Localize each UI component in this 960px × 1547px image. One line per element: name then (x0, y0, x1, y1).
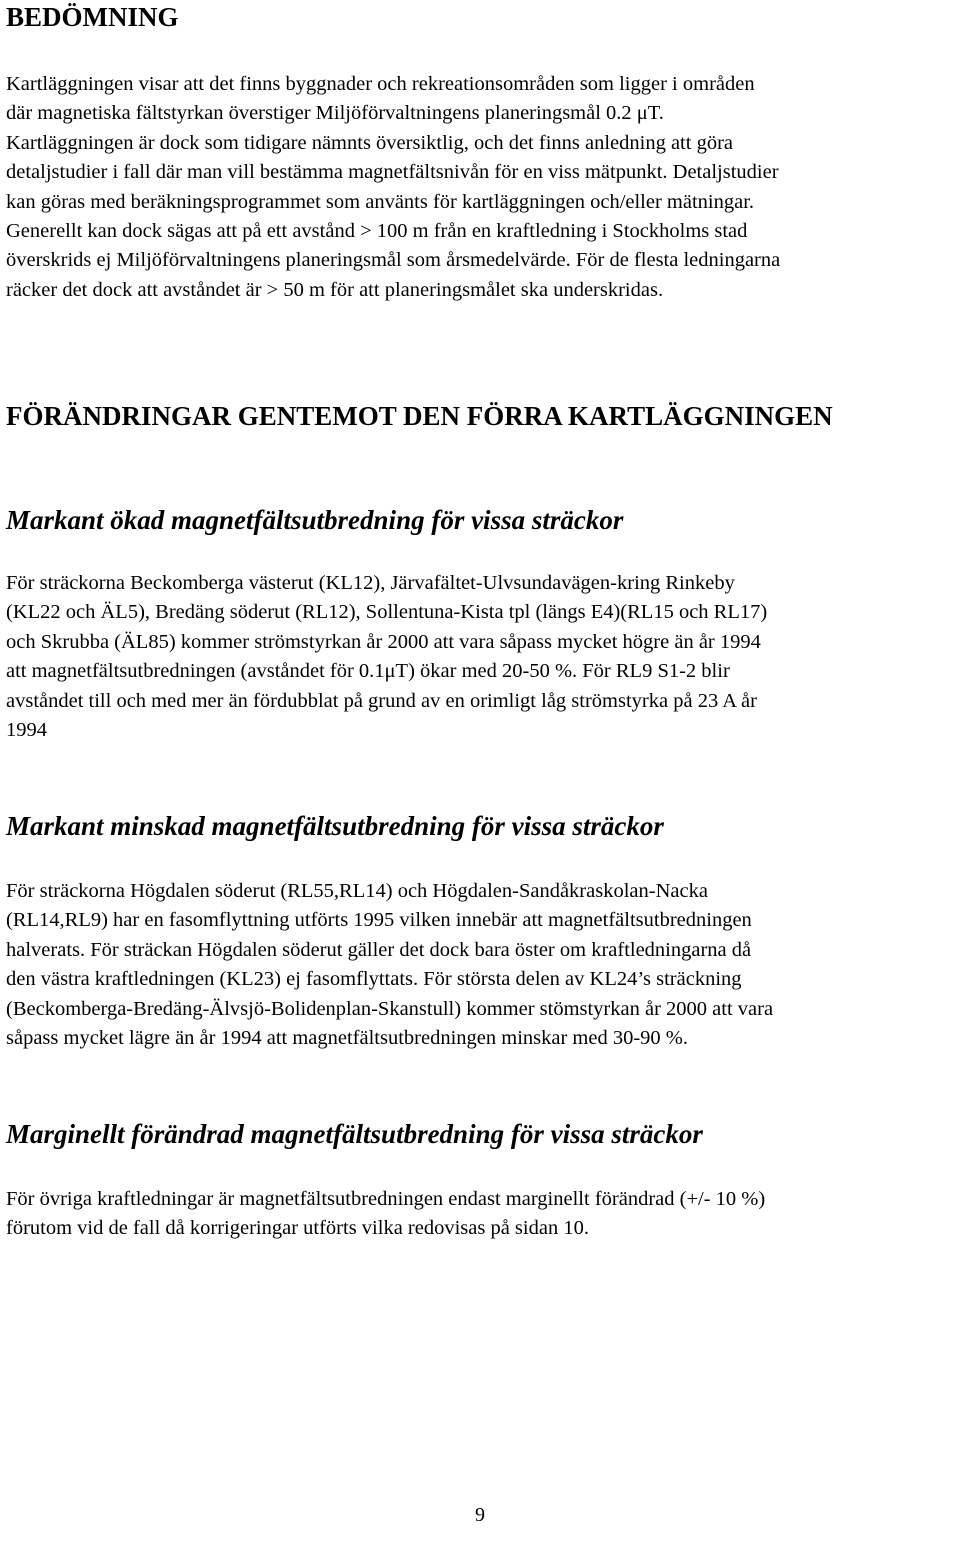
text-line: halverats. För sträckan Högdalen söderut gäller det dock bara öster om kraftledningarna då (6, 938, 752, 961)
text-line: förutom vid de fall då korrigeringar utförts vilka redovisas på sidan 10. (6, 1217, 589, 1240)
text-line: där magnetiska fältstyrkan överstiger Miljöförvaltningens planeringsmål 0.2 μT. (6, 102, 664, 125)
text-line: För sträckorna Högdalen söderut (RL55,RL14) och Högdalen-Sandåkraskolan-Nacka (6, 880, 708, 902)
text-line: att magnetfältsutbredningen (avståndet för 0.1μT) ökar med 20-50 %. För RL9 S1-2 blir (6, 660, 730, 683)
paragraph-marginellt (6, 1185, 765, 1244)
paragraph-bedomning (6, 70, 780, 305)
subsection-heading-minskad: Markant minskad magnetfältsutbredning för vissa sträckor (6, 811, 664, 841)
paragraph-okad (6, 569, 767, 745)
subsection-heading-okad: Markant ökad magnetfältsutbredning för vissa sträckor (6, 505, 624, 535)
text-line: (Beckomberga-Bredäng-Älvsjö-Bolidenplan-Skanstull) kommer stömstyrkan år 2000 att vara (6, 997, 774, 1020)
section-heading-bedomning: BEDÖMNING (6, 2, 179, 32)
text-line: och Skrubba (ÄL85) kommer strömstyrkan år 2000 att vara såpass mycket högre än år 1994 (6, 630, 761, 653)
paragraph-minskad (6, 877, 773, 1053)
text-line: För sträckorna Beckomberga västerut (KL12), Järvafältet-Ulvsundavägen-kring Rinkeby (6, 572, 735, 594)
section-heading-forandringar: FÖRÄNDRINGAR GENTEMOT DEN FÖRRA KARTLÄGGNINGEN (6, 401, 833, 431)
text-line: Generellt kan dock sägas att på ett avstånd > 100 m från en kraftledning i Stockholms stad (6, 220, 748, 243)
text-line: Kartläggningen är dock som tidigare nämnts översiktlig, och det finns anledning att göra (6, 131, 733, 154)
text-line: kan göras med beräkningsprogrammet som använts för kartläggningen och/eller mätningar. (6, 190, 755, 213)
text-line: detaljstudier i fall där man vill bestämma magnetfältsnivån för en viss mätpunkt. Detaljstudier (6, 161, 779, 184)
subsection-heading-marginellt: Marginellt förändrad magnetfältsutbredning för vissa sträckor (6, 1119, 703, 1149)
text-line: avståndet till och med mer än fördubblat på grund av en orimligt låg strömstyrka på 23 A år (6, 689, 757, 712)
text-line: räcker det dock att avståndet är > 50 m för att planeringsmålet ska underskridas. (6, 278, 664, 301)
text-line: överskrids ej Miljöförvaltningens planeringsmål som årsmedelvärde. För de flesta ledningarna (6, 249, 781, 272)
text-line: (RL14,RL9) har en fasomflyttning utförts 1995 vilken innebär att magnetfältsutbredningen (6, 909, 752, 932)
text-line: För övriga kraftledningar är magnetfältsutbredningen endast marginellt förändrad (+/- 10 %) (6, 1188, 766, 1210)
page-number: 9 (475, 1504, 485, 1526)
text-line: 1994 (6, 719, 47, 742)
text-line: (KL22 och ÄL5), Bredäng söderut (RL12), Sollentuna-Kista tpl (längs E4)(RL15 och RL17) (6, 601, 768, 624)
text-line: Kartläggningen visar att det finns byggnader och rekreationsområden som ligger i områden (6, 73, 755, 95)
text-line: såpass mycket lägre än år 1994 att magnetfältsutbredningen minskar med 30-90 %. (6, 1027, 688, 1050)
text-line: den västra kraftledningen (KL23) ej fasomflyttats. För största delen av KL24’s sträckning (6, 968, 742, 991)
